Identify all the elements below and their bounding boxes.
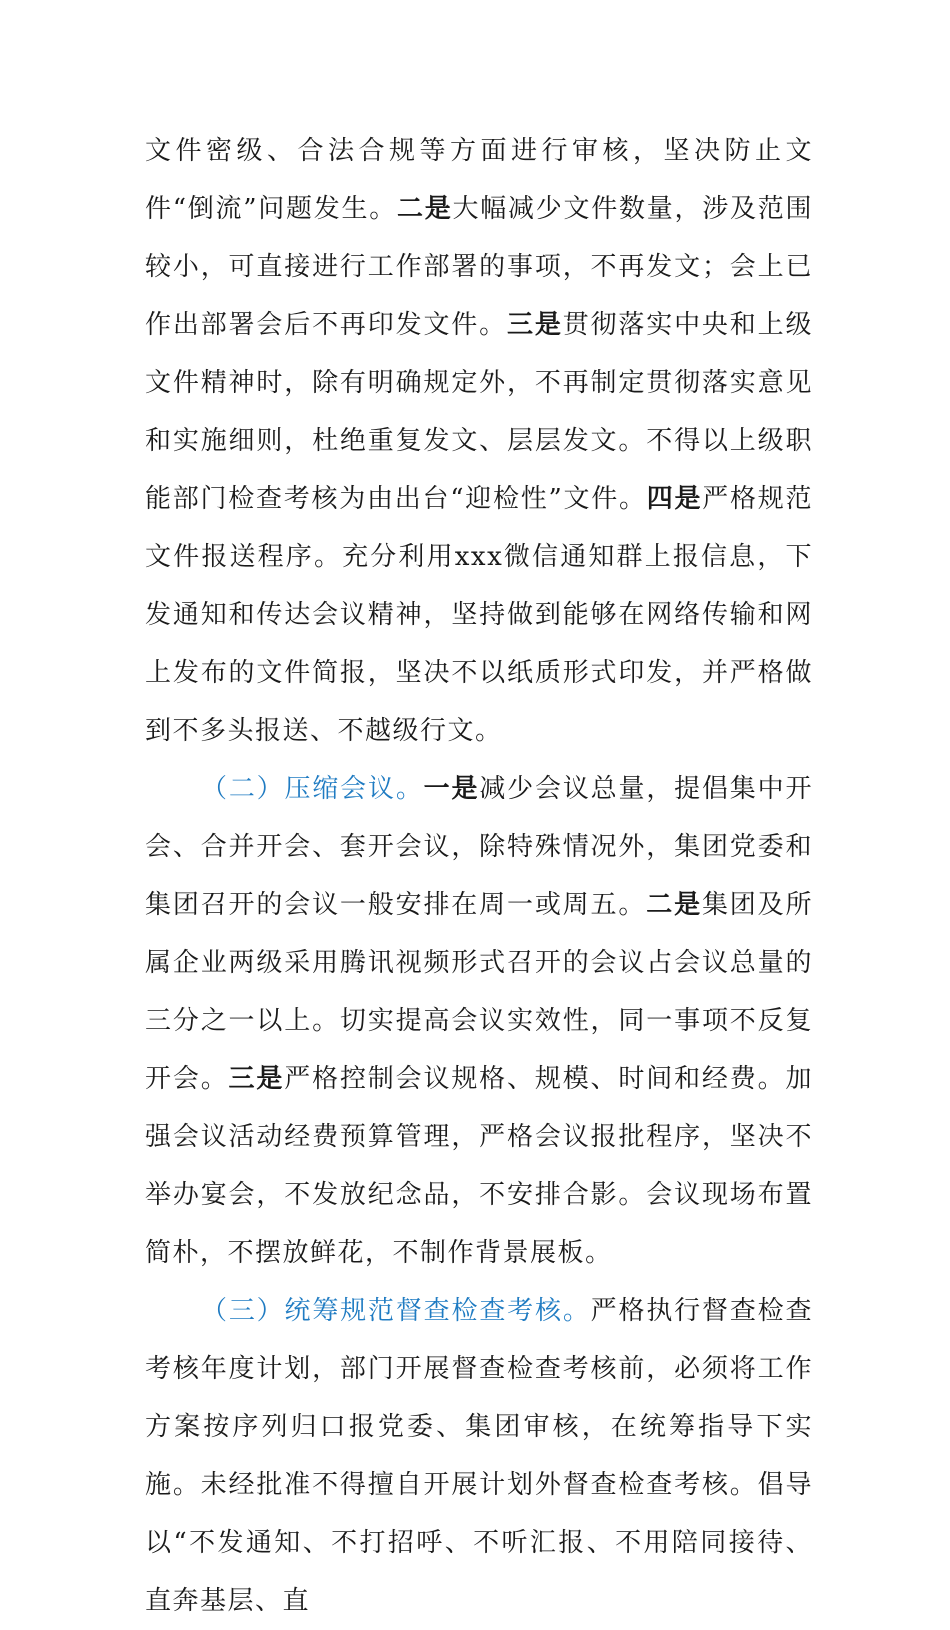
section-heading: （二）压缩会议。	[201, 774, 424, 804]
text-run: 文件密级、合法合规等方面进行审核，坚决防止文件“倒流”问题发生。	[145, 136, 813, 224]
document-body	[145, 122, 813, 1630]
text-run: 集团及所属企业两级采用腾讯视频形式召开的会议占会议总量的三分之一以上。切实提高会议实效性，同一事项不反复开会。	[145, 890, 813, 1094]
bold-keyword: 四是	[646, 484, 703, 514]
paragraph-3	[145, 1282, 813, 1630]
bold-keyword: 三是	[507, 310, 563, 340]
text-run: 严格规范文件报送程序。充分利用xxx微信通知群上报信息，下发通知和传达会议精神，坚持做到能够在网络传输和网上发布的文件简报，坚决不以纸质形式印发，并严格做到不多头报送、不越级行文。	[145, 484, 813, 746]
paragraph-2	[145, 760, 813, 1282]
text-run: 大幅减少文件数量，涉及范围较小，可直接进行工作部署的事项，不再发文；会上已作出部署会后不再印发文件。	[145, 194, 813, 340]
bold-keyword: 二是	[646, 890, 702, 920]
section-heading: （三）统筹规范督查检查考核。	[201, 1296, 591, 1326]
bold-keyword: 三是	[228, 1064, 285, 1094]
bold-keyword: 一是	[423, 774, 480, 804]
text-run: 严格控制会议规格、规模、时间和经费。加强会议活动经费预算管理，严格会议报批程序，坚决不举办宴会，不发放纪念品，不安排合影。会议现场布置简朴，不摆放鲜花，不制作背景展板。	[145, 1064, 813, 1268]
text-run: 严格执行督查检查考核年度计划，部门开展督查检查考核前，必须将工作方案按序列归口报党委、集团审核，在统筹指导下实施。未经批准不得擅自开展计划外督查检查考核。倡导以“不发通知、不打招呼、不听汇报、不用陪同接待、直奔基层、直	[145, 1296, 813, 1616]
text-run: 贯彻落实中央和上级文件精神时，除有明确规定外，不再制定贯彻落实意见和实施细则，杜绝重复发文、层层发文。不得以上级职能部门检查考核为由出台“迎检性”文件。	[145, 310, 813, 514]
bold-keyword: 二是	[397, 194, 453, 224]
text-run: 减少会议总量，提倡集中开会、合并开会、套开会议，除特殊情况外，集团党委和集团召开的会议一般安排在周一或周五。	[145, 774, 813, 920]
paragraph-1	[145, 122, 813, 760]
